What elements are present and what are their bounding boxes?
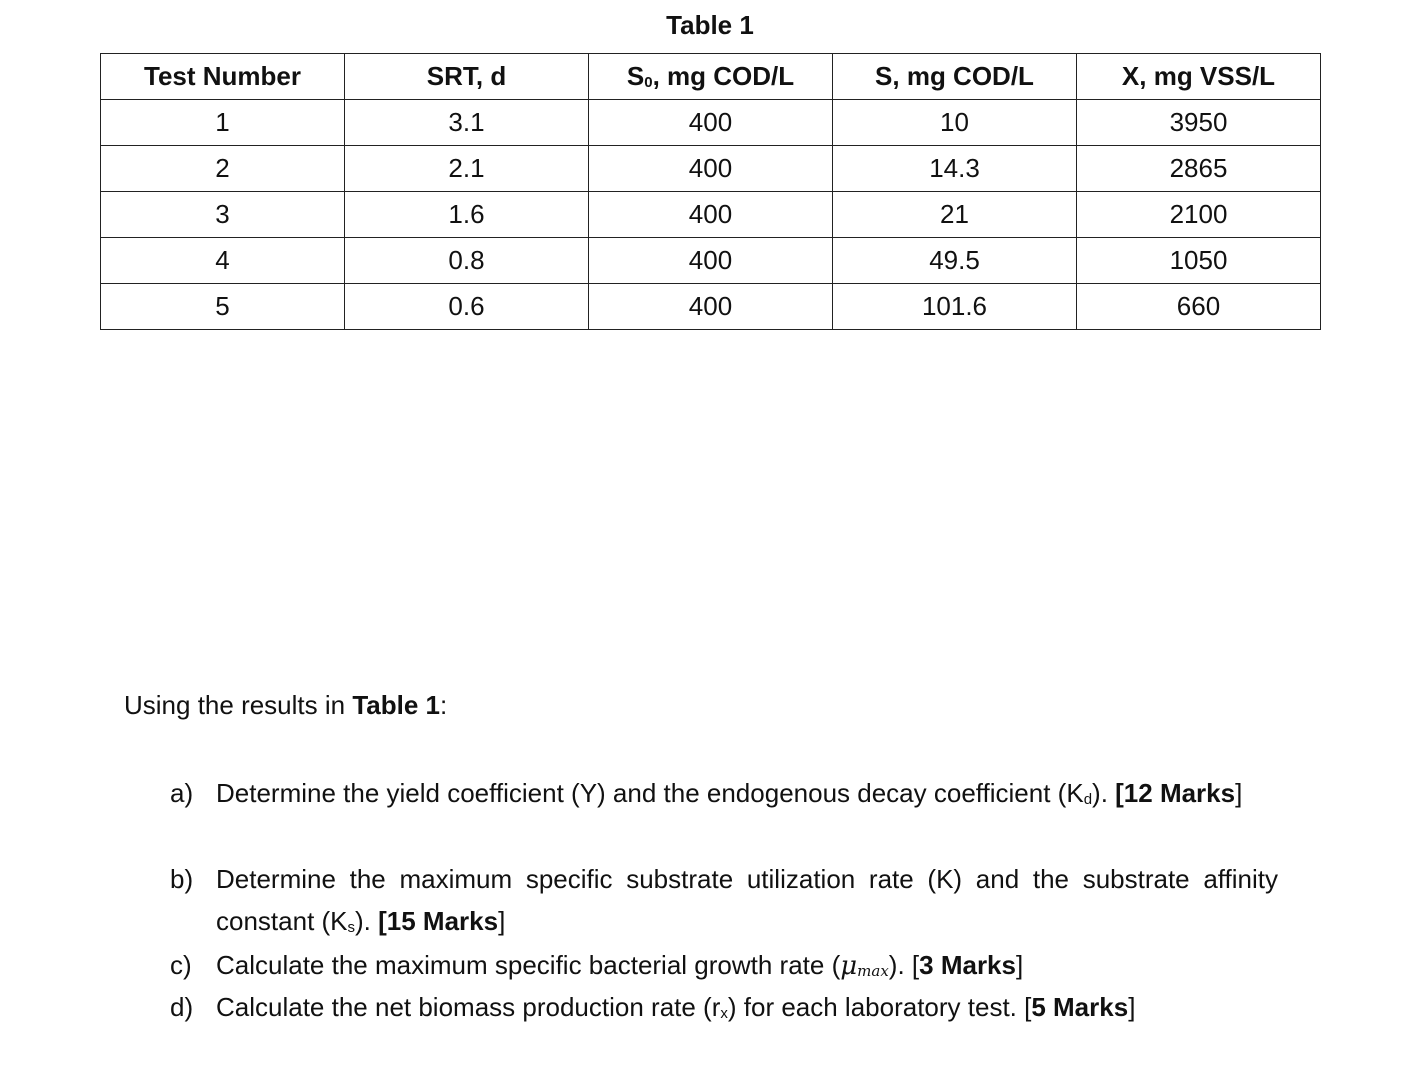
table-cell: 49.5	[833, 238, 1077, 284]
table-cell: 0.6	[345, 284, 589, 330]
header-s: S, mg COD/L	[833, 54, 1077, 100]
question-marks: 3 Marks	[919, 950, 1016, 980]
mu-subscript: max	[857, 962, 889, 980]
table-cell: 2100	[1077, 192, 1321, 238]
question-text-after: ). [	[888, 950, 920, 980]
header-s0-sub: 0	[644, 74, 653, 91]
table-cell: 101.6	[833, 284, 1077, 330]
question-text: Calculate the maximum specific bacterial growth rate (	[216, 950, 841, 980]
subscript: x	[720, 1005, 728, 1022]
question-d	[170, 986, 1278, 1035]
table-row	[101, 146, 1321, 192]
question-a	[170, 772, 1278, 821]
table-cell: 660	[1077, 284, 1321, 330]
header-srt: SRT, d	[345, 54, 589, 100]
table-cell: 3950	[1077, 100, 1321, 146]
question-label: d)	[170, 992, 194, 1022]
question-text: Determine the maximum specific substrate utilization rate (K) and the substrate affinity constant (K	[216, 864, 1278, 936]
table-cell: 1050	[1077, 238, 1321, 284]
table-cell: 2	[101, 146, 345, 192]
table-cell: 400	[589, 100, 833, 146]
table-cell: 2865	[1077, 146, 1321, 192]
table-cell: 400	[589, 238, 833, 284]
table-cell: 3	[101, 192, 345, 238]
header-test-number: Test Number	[101, 54, 345, 100]
table-cell: 5	[101, 284, 345, 330]
bracket: ]	[1235, 778, 1243, 808]
bracket: ]	[498, 906, 506, 936]
table-cell: 3.1	[345, 100, 589, 146]
table-row	[101, 100, 1321, 146]
question-text-after: ) for each laboratory test. [	[727, 992, 1032, 1022]
table-cell: 14.3	[833, 146, 1077, 192]
header-s0-rest: , mg COD/L	[652, 61, 795, 91]
header-x: X, mg VSS/L	[1077, 54, 1321, 100]
mu-symbol: μ	[840, 951, 858, 981]
question-marks: 5 Marks	[1031, 992, 1129, 1022]
table-cell: 400	[589, 284, 833, 330]
intro-bold: Table 1	[352, 690, 440, 720]
question-label: a)	[170, 778, 194, 808]
subscript: d	[1083, 791, 1093, 808]
question-label: c)	[170, 950, 192, 980]
table-cell: 21	[833, 192, 1077, 238]
table-caption: Table 1	[666, 10, 754, 40]
bracket: ]	[1128, 992, 1136, 1022]
question-marks: [15 Marks	[378, 906, 499, 936]
table-cell: 10	[833, 100, 1077, 146]
table-cell: 4	[101, 238, 345, 284]
table-cell: 400	[589, 146, 833, 192]
intro-text	[124, 690, 447, 721]
question-b	[170, 858, 1278, 949]
table-row	[101, 284, 1321, 330]
table-cell: 400	[589, 192, 833, 238]
question-label: b)	[170, 864, 194, 894]
table-cell: 0.8	[345, 238, 589, 284]
intro-end: :	[440, 690, 448, 720]
table-row	[101, 192, 1321, 238]
question-text-after: ).	[355, 906, 379, 936]
subscript: s	[347, 919, 356, 936]
question-marks: [12 Marks	[1115, 778, 1236, 808]
table-cell: 1	[101, 100, 345, 146]
question-text-after: ).	[1092, 778, 1116, 808]
data-table	[100, 53, 1321, 330]
table-header-row	[101, 54, 1321, 100]
table-cell: 2.1	[345, 146, 589, 192]
header-s0	[589, 54, 833, 100]
question-text: Calculate the net biomass production rate (r	[216, 992, 721, 1022]
question-text: Determine the yield coefficient (Y) and the endogenous decay coefficient (K	[216, 778, 1084, 808]
table-row	[101, 238, 1321, 284]
bracket: ]	[1015, 950, 1024, 980]
table-cell: 1.6	[345, 192, 589, 238]
header-s0-main: S	[626, 61, 645, 91]
intro-main: Using the results in	[124, 690, 353, 720]
